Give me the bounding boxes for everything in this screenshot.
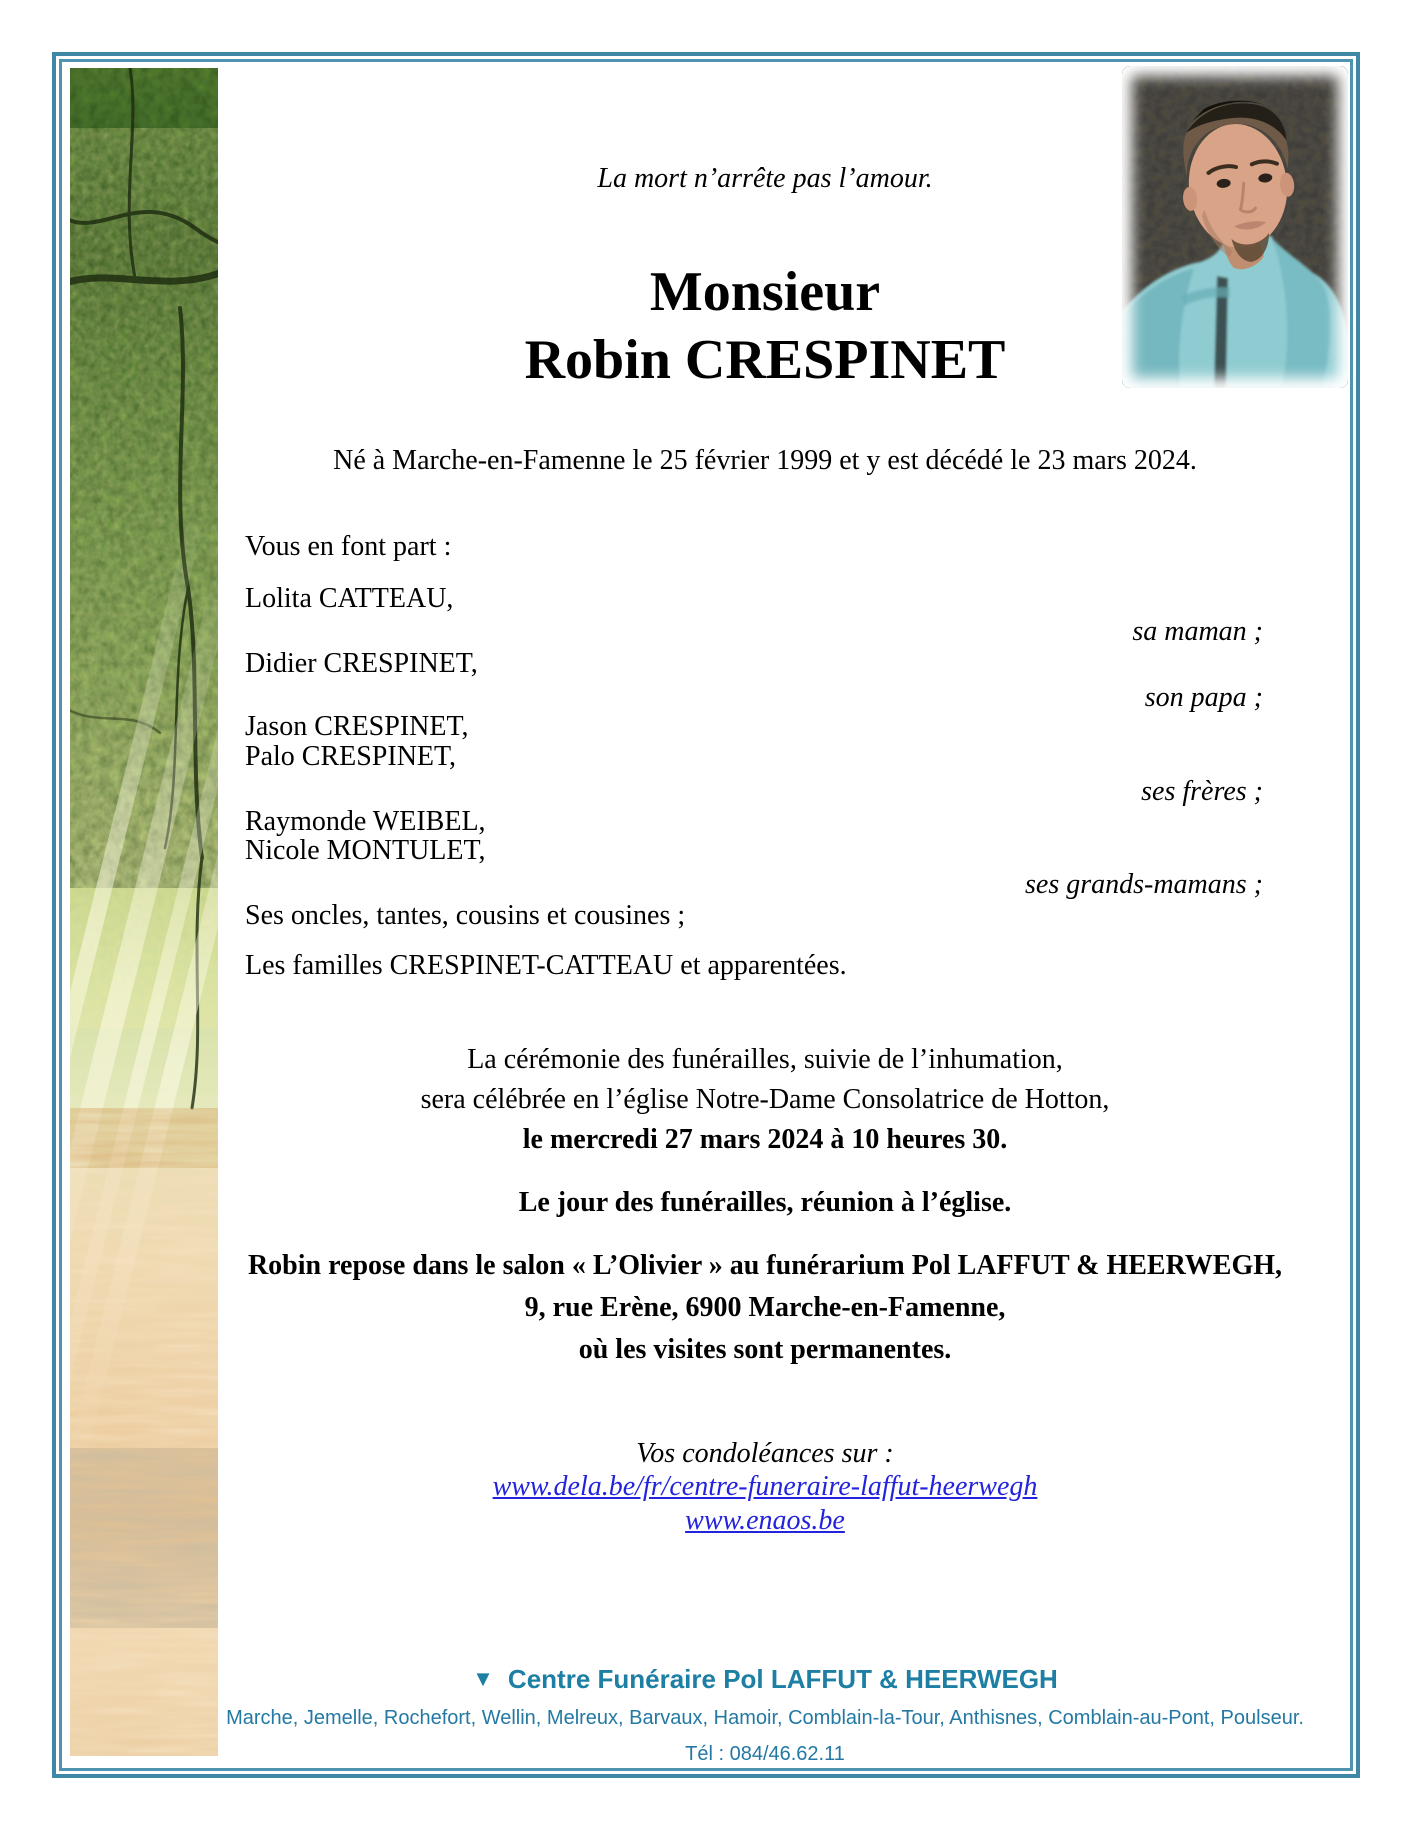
- funeral-home-name: Centre Funéraire Pol LAFFUT & HEERWEGH: [507, 1664, 1058, 1694]
- condolences-link-line: [245, 1470, 1285, 1504]
- family-name: Jason CRESPINET,: [245, 711, 469, 742]
- condolences-link-enaos[interactable]: www.enaos.be: [685, 1505, 845, 1536]
- reunion-note: Le jour des funérailles, réunion à l’église.: [518, 1187, 1012, 1218]
- family-extra: Ses oncles, tantes, cousins et cousines ;: [245, 900, 686, 931]
- family-name: Lolita CATTEAU,: [245, 583, 454, 614]
- funeral-home-brand: [245, 1664, 1285, 1694]
- life-dates: Né à Marche-en-Famenne le 25 février 1999 et y est décédé le 23 mars 2024.: [333, 445, 1197, 476]
- condolences-label: Vos condoléances sur :: [636, 1438, 894, 1469]
- title-deceased-name: Robin CRESPINET: [524, 329, 1006, 391]
- repose-address: 9, rue Erène, 6900 Marche-en-Famenne,: [524, 1292, 1006, 1323]
- family-relation: ses frères ;: [1141, 776, 1263, 807]
- condolences-link-line: [245, 1504, 1285, 1538]
- ceremony-datetime: le mercredi 27 mars 2024 à 10 heures 30.: [522, 1124, 1008, 1155]
- family-name: Raymonde WEIBEL,: [245, 806, 486, 837]
- family-extra: Les familles CRESPINET-CATTEAU et apparentées.: [245, 950, 847, 981]
- content-column: [226, 0, 1304, 1833]
- ceremony-line: La cérémonie des funérailles, suivie de l’inhumation,: [467, 1044, 1063, 1075]
- brand-triangle-icon: ▼: [472, 1666, 494, 1691]
- family-name: Didier CRESPINET,: [245, 648, 478, 679]
- condolences-link-dela[interactable]: www.dela.be/fr/centre-funeraire-laffut-heerwegh: [492, 1471, 1038, 1502]
- family-name: Palo CRESPINET,: [245, 741, 457, 772]
- ceremony-line: sera célébrée en l’église Notre-Dame Consolatrice de Hotton,: [420, 1084, 1110, 1115]
- funeral-home-locations: Marche, Jemelle, Rochefort, Wellin, Melreux, Barvaux, Hamoir, Comblain-la-Tour, Anthisnes, Comblain-au-Pont, Poulseur.: [226, 1707, 1304, 1729]
- title-honorific: Monsieur: [649, 261, 881, 323]
- family-relation: sa maman ;: [1132, 616, 1263, 647]
- page-title: [245, 258, 1285, 394]
- forest-photo: [70, 68, 218, 1756]
- family-relation: ses grands-mamans ;: [1025, 869, 1263, 900]
- funeral-home-phone: Tél : 084/46.62.11: [685, 1743, 845, 1765]
- epigraph: La mort n’arrête pas l’amour.: [597, 163, 933, 194]
- repose-visits: où les visites sont permanentes.: [578, 1334, 952, 1365]
- family-name: Nicole MONTULET,: [245, 835, 486, 866]
- family-relation: son papa ;: [1144, 682, 1263, 713]
- repose-line: Robin repose dans le salon « L’Olivier » au funérarium Pol LAFFUT & HEERWEGH,: [247, 1250, 1283, 1281]
- announcement-intro: Vous en font part :: [245, 531, 452, 562]
